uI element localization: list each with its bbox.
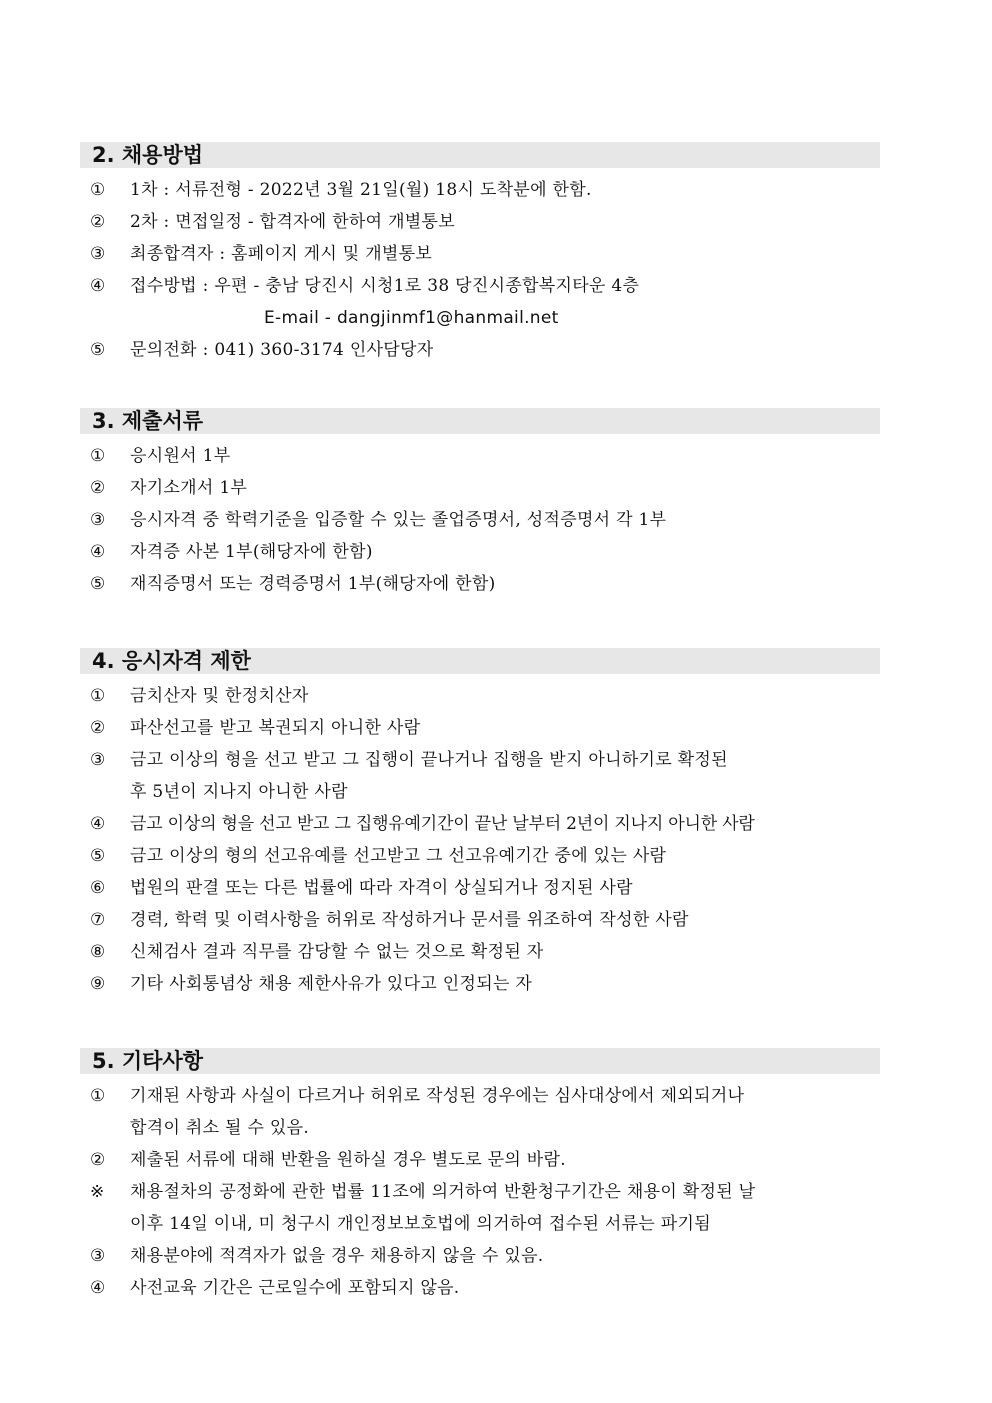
email-text: E-mail - dangjinmf1@hanmail.net — [264, 308, 559, 328]
list-item — [80, 808, 880, 840]
item-marker: ① — [90, 180, 106, 200]
list-item — [80, 936, 880, 968]
item-text: 2차 : 면접일정 - 합격자에 한하여 개별통보 — [130, 212, 455, 232]
item-marker: ③ — [90, 244, 106, 264]
list-item — [80, 968, 880, 1000]
list-item — [80, 174, 880, 206]
section-required-documents — [80, 408, 880, 600]
list-item — [80, 1144, 880, 1176]
item-marker: ③ — [90, 1246, 106, 1266]
list-item — [80, 472, 880, 504]
list-item — [80, 680, 880, 712]
item-text: 금고 이상의 형을 선고 받고 그 집행이 끝나거나 집행을 받지 아니하기로 확정된 — [130, 750, 728, 770]
item-text: 재직증명서 또는 경력증명서 1부(해당자에 한함) — [130, 574, 496, 594]
list-item — [80, 238, 880, 270]
item-marker — [80, 1112, 120, 1144]
item-marker: ② — [90, 212, 106, 232]
list-item-continuation — [80, 302, 880, 334]
item-text: 기재된 사항과 사실이 다르거나 허위로 작성된 경우에는 심사대상에서 제외되거나 — [130, 1086, 745, 1106]
item-marker: ⑤ — [90, 574, 106, 594]
item-text: 채용절차의 공정화에 관한 법률 11조에 의거하여 반환청구기간은 채용이 확정된 날 — [130, 1182, 756, 1202]
item-marker — [80, 1208, 120, 1240]
section-heading: 2. 채용방법 — [80, 142, 880, 168]
item-text: 합격이 취소 될 수 있음. — [130, 1118, 310, 1138]
list-item — [80, 1080, 880, 1112]
list-item — [80, 872, 880, 904]
list-item — [80, 840, 880, 872]
list-item — [80, 206, 880, 238]
item-text: 경력, 학력 및 이력사항을 허위로 작성하거나 문서를 위조하여 작성한 사람 — [130, 910, 689, 930]
list-item-note — [80, 1176, 880, 1208]
item-marker: ① — [90, 1086, 106, 1106]
item-text: 자격증 사본 1부(해당자에 한함) — [130, 542, 373, 562]
item-marker: ⑨ — [90, 974, 106, 994]
list-item — [80, 536, 880, 568]
item-marker: ⑧ — [90, 942, 106, 962]
item-marker: ② — [90, 718, 106, 738]
item-text: 1차 : 서류전형 - 2022년 3월 21일(월) 18시 도착분에 한함. — [130, 180, 592, 200]
section-eligibility-restrictions — [80, 648, 880, 1000]
item-marker: ③ — [90, 750, 106, 770]
item-marker: ④ — [90, 814, 106, 834]
item-text: 자기소개서 1부 — [130, 478, 248, 498]
list-item — [80, 568, 880, 600]
list-item — [80, 1240, 880, 1272]
section-heading: 5. 기타사항 — [80, 1048, 880, 1074]
item-marker: ⑥ — [90, 878, 106, 898]
item-marker: ③ — [90, 510, 106, 530]
item-text: 금고 이상의 형의 선고유예를 선고받고 그 선고유예기간 중에 있는 사람 — [130, 846, 667, 866]
item-text: 문의전화 : 041) 360-3174 인사담당자 — [130, 340, 434, 360]
item-text: 응시자격 중 학력기준을 입증할 수 있는 졸업증명서, 성적증명서 각 1부 — [130, 510, 667, 530]
item-text: 제출된 서류에 대해 반환을 원하실 경우 별도로 문의 바람. — [130, 1150, 566, 1170]
item-marker: ⑤ — [90, 846, 106, 866]
item-text: 신체검사 결과 직무를 감당할 수 없는 것으로 확정된 자 — [130, 942, 544, 962]
item-marker: ② — [90, 1150, 106, 1170]
item-marker: ② — [90, 478, 106, 498]
item-text: 후 5년이 지나지 아니한 사람 — [130, 782, 348, 802]
item-text: 법원의 판결 또는 다른 법률에 따라 자격이 상실되거나 정지된 사람 — [130, 878, 633, 898]
list-item — [80, 904, 880, 936]
item-marker: ④ — [90, 542, 106, 562]
list-item — [80, 440, 880, 472]
list-item — [80, 712, 880, 744]
item-marker: ⑦ — [90, 910, 106, 930]
section-recruitment-method — [80, 142, 880, 366]
item-text: 접수방법 : 우편 - 충남 당진시 시청1로 38 당진시종합복지타운 4층 — [130, 276, 640, 296]
list-item — [80, 504, 880, 536]
item-text: 이후 14일 이내, 미 청구시 개인정보보호법에 의거하여 접수된 서류는 파기됨 — [130, 1214, 711, 1234]
section-other-notes — [80, 1048, 880, 1304]
list-item-continuation — [80, 1112, 880, 1144]
section-heading: 3. 제출서류 — [80, 408, 880, 434]
item-text: 파산선고를 받고 복권되지 아니한 사람 — [130, 718, 421, 738]
item-text: 최종합격자 : 홈페이지 게시 및 개별통보 — [130, 244, 433, 264]
note-marker: ※ — [90, 1182, 105, 1202]
section-heading: 4. 응시자격 제한 — [80, 648, 880, 674]
item-marker — [80, 302, 120, 334]
item-marker: ④ — [90, 276, 106, 296]
item-marker: ① — [90, 446, 106, 466]
item-marker: ① — [90, 686, 106, 706]
item-marker: ⑤ — [90, 340, 106, 360]
list-item — [80, 1272, 880, 1304]
list-item-continuation — [80, 776, 880, 808]
item-marker — [80, 776, 120, 808]
item-text: 금치산자 및 한정치산자 — [130, 686, 309, 706]
item-list — [80, 440, 880, 600]
item-text: 금고 이상의 형을 선고 받고 그 집행유예기간이 끝난 날부터 2년이 지나지 아니한 사람 — [130, 814, 755, 834]
item-list — [80, 680, 880, 1000]
item-text: 사전교육 기간은 근로일수에 포함되지 않음. — [130, 1278, 460, 1298]
list-item-continuation — [80, 1208, 880, 1240]
item-text: 채용분야에 적격자가 없을 경우 채용하지 않을 수 있음. — [130, 1246, 544, 1266]
item-text: 응시원서 1부 — [130, 446, 231, 466]
list-item — [80, 334, 880, 366]
list-item — [80, 744, 880, 776]
item-list — [80, 1080, 880, 1304]
list-item — [80, 270, 880, 302]
item-list — [80, 174, 880, 366]
item-marker: ④ — [90, 1278, 106, 1298]
item-text: 기타 사회통념상 채용 제한사유가 있다고 인정되는 자 — [130, 974, 533, 994]
